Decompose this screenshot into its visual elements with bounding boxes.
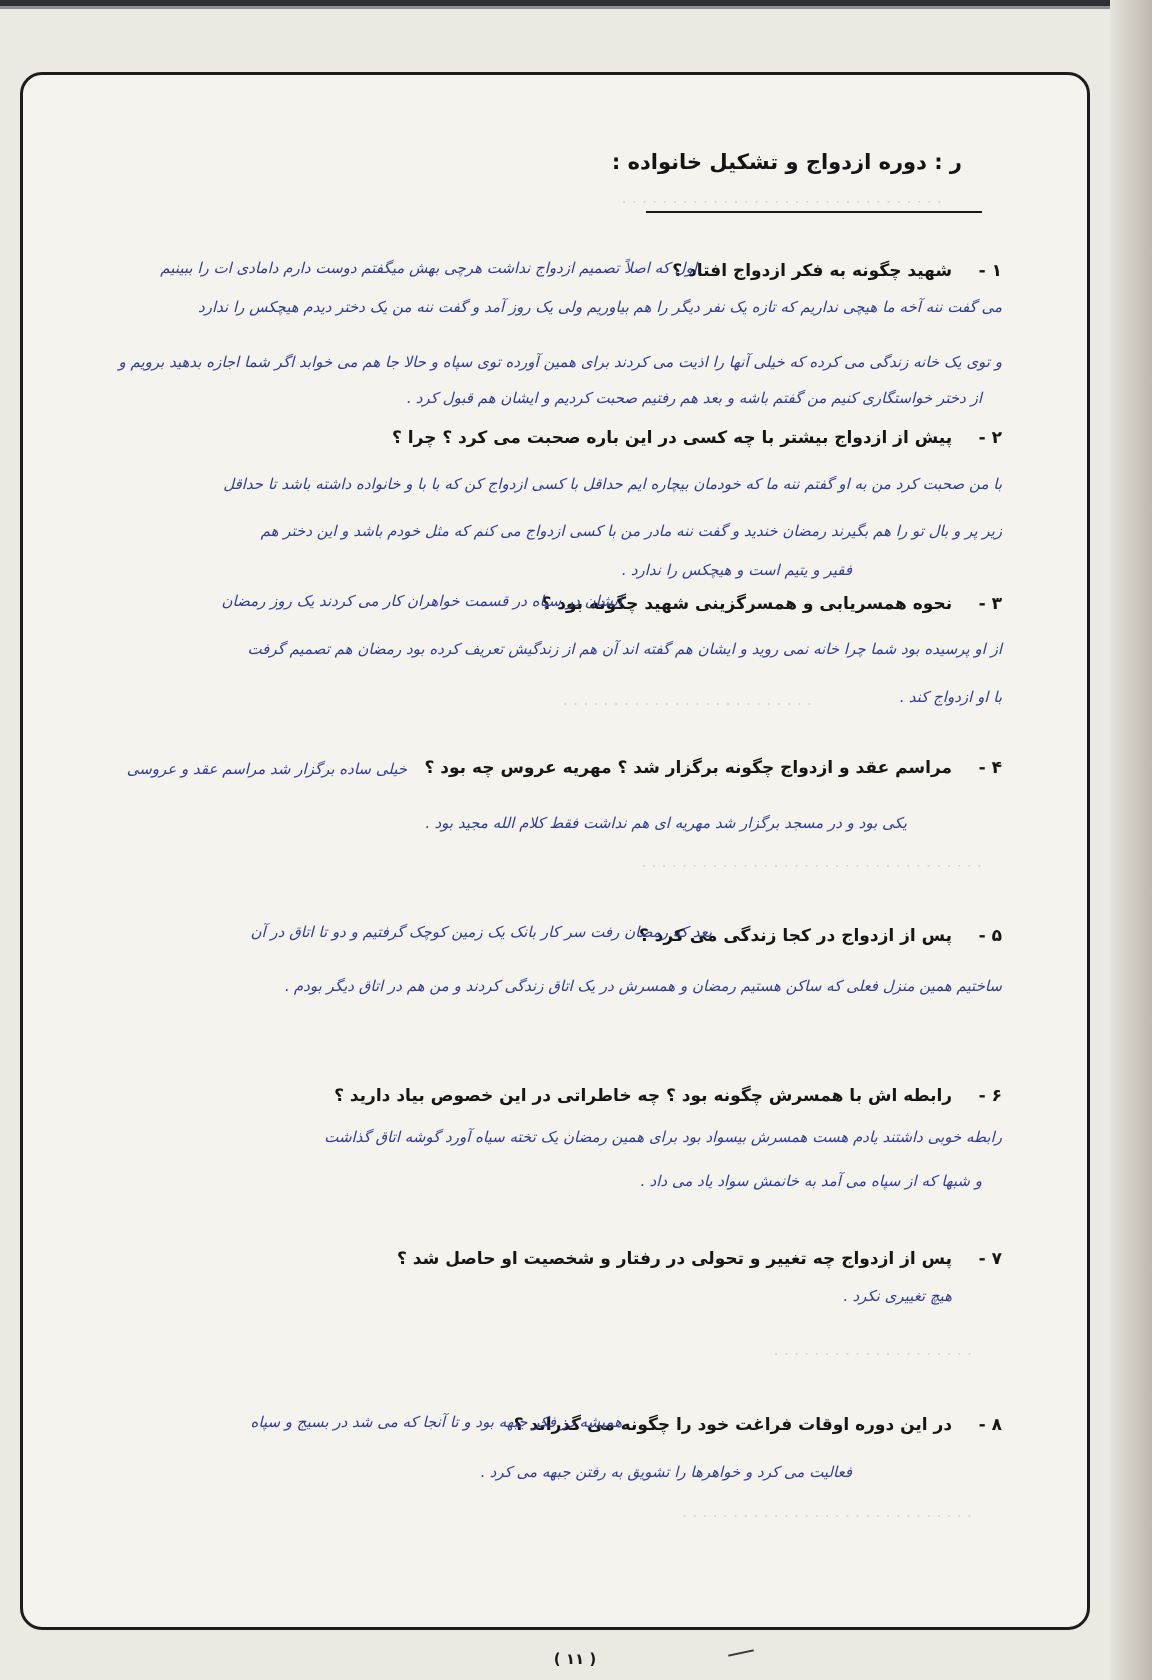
bleed-through-text: . . . . . . . . . . . . . . . . . . . . . . . . . . . . . bbox=[682, 1502, 972, 1521]
answer-3-line-3: با او ازدواج کند . bbox=[899, 688, 1002, 706]
question-number: ۱ - bbox=[978, 261, 1002, 281]
answer-8-line-2: فعالیت می کرد و خواهرها را تشویق به رفتن جبهه می کرد . bbox=[480, 1463, 852, 1481]
question-1 bbox=[672, 261, 1002, 281]
answer-8-line-1: همیشه در فکر جبهه بود و تا آنجا که می شد در بسیج و سپاه bbox=[250, 1413, 622, 1431]
question-text: رابطه اش با همسرش چگونه بود ؟ چه خاطراتی در این خصوص بیاد دارید ؟ bbox=[334, 1086, 953, 1106]
question-number: ۶ - bbox=[978, 1086, 1002, 1106]
pen-mark bbox=[728, 1649, 754, 1656]
section-title: ر : دوره ازدواج و تشکیل خانواده : bbox=[611, 150, 962, 174]
answer-2-line-3: فقیر و یتیم است و هیچکس را ندارد . bbox=[621, 561, 852, 579]
question-text: نحوه همسریابی و همسرگزینی شهید چگونه بود ؟ bbox=[541, 594, 953, 614]
section-title-underline bbox=[646, 211, 982, 213]
bleed-through-text: . . . . . . . . . . . . . . . . . . . . . . . . . bbox=[562, 690, 812, 709]
answer-4-line-1: خیلی ساده برگزار شد مراسم عقد و عروسی bbox=[126, 760, 407, 778]
answer-6-line-1: رابطه خوبی داشتند یادم هست همسرش بیسواد بود برای همین رمضان یک تخته سیاه آورد گوشه اتاق گذاشت bbox=[324, 1128, 1002, 1146]
answer-1-line-2: می گفت ننه آخه ما هیچی نداریم که تازه یک نفر دیگر را هم بیاوریم ولی یک روز آمد و گفت ننه من یک دختر دیدم هیچکس را ندارد bbox=[198, 298, 1002, 316]
answer-5-line-2: ساختیم همین منزل فعلی که ساکن هستیم رمضان و همسرش در یک اتاق زندگی کردند و من هم در اتاق دیگر بودم . bbox=[284, 977, 1002, 995]
question-number: ۲ - bbox=[978, 428, 1002, 448]
question-2 bbox=[392, 428, 1002, 448]
page-number: ( ۱۱ ) bbox=[553, 1650, 597, 1668]
question-4 bbox=[425, 758, 1002, 778]
question-number: ۸ - bbox=[978, 1415, 1002, 1435]
question-number: ۵ - bbox=[978, 926, 1002, 946]
answer-7-line-1: هیچ تغییری نکرد . bbox=[842, 1287, 952, 1305]
answer-2-line-2: زیر پر و بال تو را هم بگیرند رمضان خندید و گفت ننه مادر من با کسی ازدواج می کنم که مثل خودم باشد و این دختر هم bbox=[260, 522, 1002, 540]
question-text: در این دوره اوقات فراغت خود را چگونه می گذراند ؟ bbox=[513, 1415, 953, 1435]
answer-3-line-1: ایشان در سپاه در قسمت خواهران کار می کردند یک روز رمضان bbox=[221, 592, 622, 610]
bleed-through-text: . . . . . . . . . . . . . . . . . . . . bbox=[773, 1340, 972, 1359]
bleed-through-text: . . . . . . . . . . . . . . . . . . . . . . . . . . . . . . . . bbox=[621, 188, 942, 207]
answer-1-line-4: از دختر خواستگاری کنیم من گفتم باشه و بعد هم رفتیم صحبت کردیم و ایشان هم قبول کرد . bbox=[406, 389, 982, 407]
question-7 bbox=[397, 1249, 1002, 1269]
scan-top-edge-shadow bbox=[0, 6, 1152, 9]
answer-3-line-2: از او پرسیده بود شما چرا خانه نمی روید و ایشان هم گفته اند آن هم از زندگیش تعریف کرده بود رمضان هم تصمیم گرفت bbox=[247, 640, 1002, 658]
bleed-through-text: . . . . . . . . . . . . . . . . . . . . . . . . . . . . . . . . . . bbox=[641, 852, 982, 871]
question-text: پس از ازدواج چه تغییر و تحولی در رفتار و شخصیت او حاصل شد ؟ bbox=[396, 1249, 953, 1269]
answer-6-line-2: و شبها که از سپاه می آمد به خانمش سواد یاد می داد . bbox=[640, 1172, 982, 1190]
question-number: ۷ - bbox=[978, 1249, 1002, 1269]
question-number: ۴ - bbox=[978, 758, 1002, 778]
answer-1-line-3: و توی یک خانه زندگی می کرده که خیلی آنها را اذیت می کردند برای همین آورده توی سپاه و حالا جا هم می خوابد اگر شما اجازه بدهید برویم و bbox=[118, 353, 1002, 371]
question-text: شهید چگونه به فکر ازدواج افتاد ؟ bbox=[672, 261, 953, 281]
question-6 bbox=[334, 1086, 1002, 1106]
answer-1-line-1: اول که اصلاً تصمیم ازدواج نداشت هرچی بهش میگفتم دوست دارم دامادی ات را ببینیم bbox=[160, 259, 697, 277]
book-spine-shadow bbox=[1110, 0, 1152, 1680]
answer-2-line-1: با من صحبت کرد من به او گفتم ننه ما که خودمان بیچاره ایم حداقل با کسی ازدواج کن که با با و خانواده داشته باشد تا حداقل bbox=[223, 475, 1002, 493]
question-number: ۳ - bbox=[978, 594, 1002, 614]
answer-4-line-2: یکی بود و در مسجد برگزار شد مهریه ای هم نداشت فقط کلام الله مجید بود . bbox=[424, 814, 907, 832]
answer-5-line-1: بعد که رمضان رفت سر کار بانک یک زمین کوچک گرفتیم و دو تا اتاق در آن bbox=[250, 923, 712, 941]
question-text: پیش از ازدواج بیشتر با چه کسی در این باره صحبت می کرد ؟ چرا ؟ bbox=[391, 428, 953, 448]
question-text: پس از ازدواج در کجا زندگی می کرد ؟ bbox=[638, 926, 953, 946]
question-text: مراسم عقد و ازدواج چگونه برگزار شد ؟ مهریه عروس چه بود ؟ bbox=[424, 758, 953, 778]
